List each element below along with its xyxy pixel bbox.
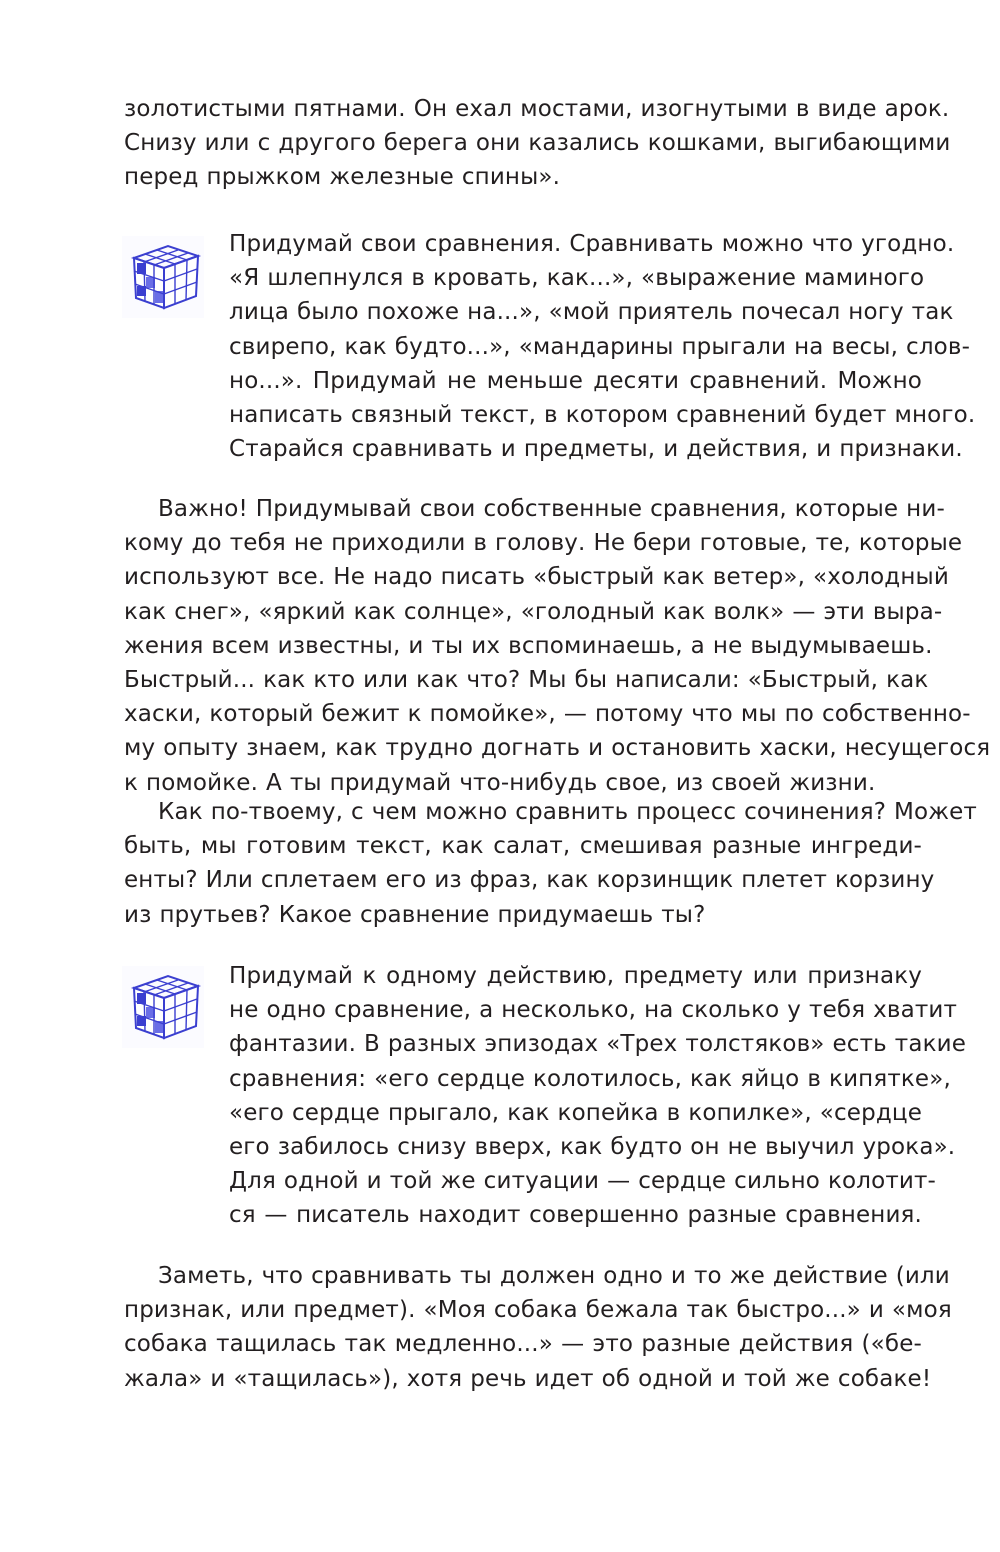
- text-line: му опыту знаем, как трудно догнать и остановить хаски, несущегося: [124, 735, 991, 762]
- text-line: его забилось снизу вверх, как будто он не выучил урока».: [229, 1134, 956, 1161]
- cube-grid-icon: [122, 236, 204, 318]
- text-line: но...». Придумай не меньше десяти сравнений. Можно: [229, 367, 922, 394]
- text-line: «его сердце прыгало, как копейка в копилке», «сердце: [229, 1099, 922, 1126]
- text-line: Заметь, что сравнивать ты должен одно и то же действие (или: [158, 1263, 950, 1289]
- text-line: сравнения: «его сердце колотилось, как яйцо в кипятке»,: [229, 1065, 951, 1092]
- task-1-text: [229, 227, 976, 466]
- text-line: лица было похоже на...», «мой приятель почесал ногу так: [229, 299, 954, 326]
- process-paragraph: [124, 795, 977, 932]
- text-line: жения всем известны, и ты их вспоминаешь, а не выдумываешь.: [124, 632, 933, 659]
- text-line: Придумай свои сравнения. Сравнивать можно что угодно.: [229, 231, 955, 257]
- text-line: перед прыжком железные спины».: [124, 164, 561, 191]
- text-line: к помойке. А ты придумай что-нибудь свое, из своей жизни.: [124, 769, 876, 796]
- text-line: кому до тебя не приходили в голову. Не бери готовые, те, которые: [124, 530, 963, 557]
- text-line: Важно! Придумывай свои собственные сравнения, которые ни-: [158, 496, 945, 522]
- text-line: собака тащилась так медленно...» — это разные действия («бе-: [124, 1331, 922, 1358]
- text-line: используют все. Не надо писать «быстрый как ветер», «холодный: [124, 564, 949, 591]
- text-line: Быстрый... как кто или как что? Мы бы написали: «Быстрый, как: [124, 667, 929, 694]
- text-line: не одно сравнение, а несколько, на сколько у тебя хватит: [229, 997, 958, 1024]
- note-paragraph: [124, 1259, 952, 1396]
- text-line: фантазии. В разных эпизодах «Трех толстяков» есть такие: [229, 1031, 967, 1058]
- task-2-text: [229, 959, 967, 1233]
- text-line: Для одной и той же ситуации — сердце сильно колотит-: [229, 1168, 936, 1195]
- text-line: как снег», «яркий как солнце», «голодный как волк» — эти выра-: [124, 598, 943, 625]
- text-line: «Я шлепнулся в кровать, как...», «выражение маминого: [229, 265, 925, 292]
- important-paragraph: [124, 492, 991, 800]
- text-line: быть, мы готовим текст, как салат, смешивая разные ингреди-: [124, 833, 922, 860]
- text-line: енты? Или сплетаем его из фраз, как корзинщик плетет корзину: [124, 867, 935, 894]
- text-line: жала» и «тащилась»), хотя речь идет об одной и той же собаке!: [124, 1365, 932, 1392]
- text-line: написать связный текст, в котором сравнений будет много.: [229, 402, 976, 429]
- text-line: из прутьев? Какое сравнение придумаешь ты?: [124, 901, 706, 928]
- text-line: Как по-твоему, с чем можно сравнить процесс сочинения? Может: [158, 799, 977, 825]
- cube-grid-icon: [122, 966, 204, 1048]
- text-line: хаски, который бежит к помойке», — потому что мы по собственно-: [124, 701, 971, 728]
- text-line: Старайся сравнивать и предметы, и действия, и признаки.: [229, 436, 963, 463]
- text-line: ся — писатель находит совершенно разные сравнения.: [229, 1202, 922, 1229]
- text-line: Придумай к одному действию, предмету или признаку: [229, 963, 922, 989]
- text-line: свирепо, как будто...», «мандарины прыгали на весы, слов-: [229, 333, 971, 360]
- text-line: Снизу или с другого берега они казались кошками, выгибающими: [124, 130, 951, 157]
- text-line: золотистыми пятнами. Он ехал мостами, изогнутыми в виде арок.: [124, 96, 950, 122]
- intro-paragraph: [124, 92, 951, 195]
- text-line: признак, или предмет). «Моя собака бежала так быстро...» и «моя: [124, 1297, 952, 1324]
